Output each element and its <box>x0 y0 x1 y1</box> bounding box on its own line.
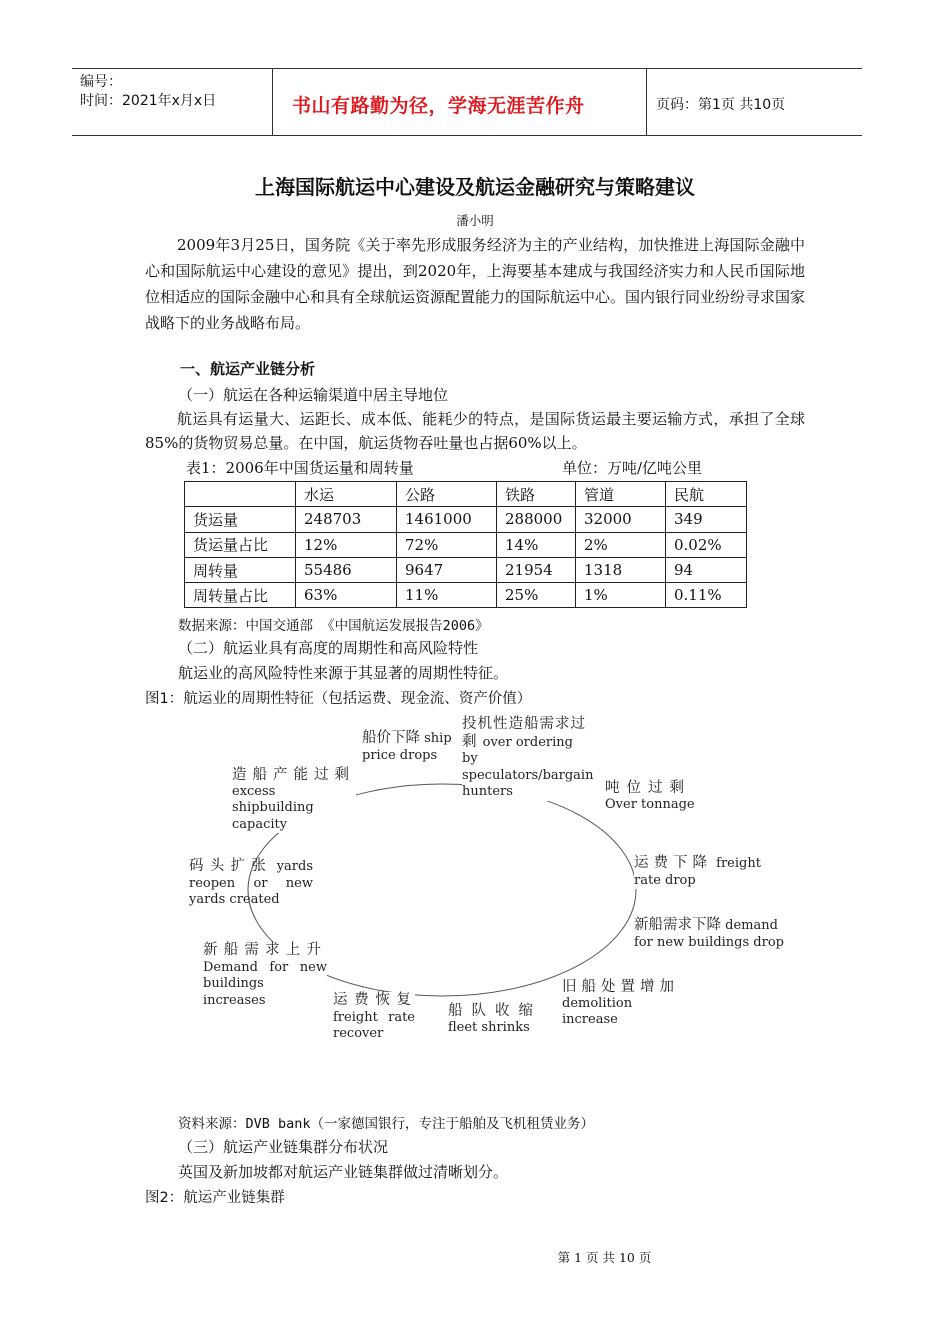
table-cell: 9647 <box>397 557 497 582</box>
table-header-cell: 管道 <box>576 482 666 507</box>
cycle-node-freight-rate-drop <box>634 855 762 889</box>
table-cell: 25% <box>497 583 576 608</box>
cycle-node-en: freight rate recover <box>333 1009 415 1041</box>
sub1-text: 航运具有运量大、运距长、成本低、能耗少的特点，是国际货运最主要运输方式，承担了全球85%的货物贸易总量。在中国，航运货物吞吐量也占据60%以上。 <box>145 410 805 452</box>
table-header-cell: 铁路 <box>497 482 576 507</box>
cycle-node-en: excess shipbuilding capacity <box>232 783 314 832</box>
table-cell: 1318 <box>576 557 666 582</box>
table-cell: 1% <box>576 583 666 608</box>
cycle-node-over-ordering <box>462 716 594 801</box>
table-cell: 349 <box>666 507 747 532</box>
table-unit: 单位：万吨/亿吨公里 <box>562 459 703 477</box>
cycle-node-zh: 运费恢复 <box>333 992 415 1008</box>
cycle-node-demand-increases <box>203 942 327 1009</box>
table-cell: 14% <box>497 532 576 557</box>
cycle-node-zh: 新船需求下降 <box>634 917 721 933</box>
table-cell: 1461000 <box>397 507 497 532</box>
figure1-source: 资料来源：DVB bank（一家德国银行，专注于船舶及飞机租赁业务） <box>178 1116 595 1132</box>
table-header-cell: 水运 <box>296 482 397 507</box>
header-motto: 书山有路勤为径，学海无涯苦作舟 <box>292 95 585 117</box>
header-page-info: 页码：第1页 共10页 <box>656 97 786 113</box>
table-cell: 0.11% <box>666 583 747 608</box>
cycle-node-en: Over tonnage <box>605 796 695 812</box>
cycle-node-zh: 造船产能过剩 <box>232 767 355 783</box>
table-cell: 0.02% <box>666 532 747 557</box>
cycle-node-fleet-shrinks <box>448 1003 544 1036</box>
cycle-node-en: Demand for new buildings increases <box>203 959 327 1008</box>
document-author: 潘小明 <box>456 213 494 228</box>
document-number-label: 编号： <box>80 74 122 90</box>
cycle-node-zh: 新船需求上升 <box>203 942 327 958</box>
footer-page-number: 第 1 页 共 10 页 <box>557 1250 652 1265</box>
cycle-node-zh: 吨位过剩 <box>605 780 691 796</box>
cycle-node-demand-drop <box>634 917 790 951</box>
figure2-caption: 图2：航运产业链集群 <box>145 1190 285 1206</box>
cycle-node-en: freight rate drop <box>634 856 761 888</box>
document-time-label: 时间：2021年x月x日 <box>80 93 217 109</box>
sub3-heading: （三）航运产业链集群分布状况 <box>178 1138 389 1156</box>
table-cell: 94 <box>666 557 747 582</box>
cycle-node-zh: 旧船处置增加 <box>562 979 679 995</box>
table-cell: 12% <box>296 532 397 557</box>
table-cell: 周转量 <box>185 557 296 582</box>
table-cell: 货运量占比 <box>185 532 296 557</box>
sub2-text: 航运业的高风险特性来源于其显著的周期性特征。 <box>178 664 509 682</box>
table-caption: 表1：2006年中国货运量和周转量 <box>186 459 414 477</box>
cycle-node-zh: 码头扩张 <box>189 858 273 874</box>
table-header-cell: 民航 <box>666 482 747 507</box>
cycle-node-excess-capacity <box>232 767 356 833</box>
table-cell: 21954 <box>497 557 576 582</box>
table-cell: 288000 <box>497 507 576 532</box>
sub1-heading: （一）航运在各种运输渠道中居主导地位 <box>178 386 449 404</box>
cycle-node-en: yards reopen or new yards created <box>189 859 314 907</box>
document-title: 上海国际航运中心建设及航运金融研究与策略建议 <box>255 175 695 199</box>
cycle-node-zh: 投机性造船需求过剩 <box>462 716 586 750</box>
figure1-caption: 图1：航运业的周期性特征（包括运费、现金流、资产价值） <box>145 691 532 707</box>
cycle-node-over-tonnage <box>605 780 701 813</box>
cycle-node-en: demand for new buildings drop <box>634 918 784 950</box>
cycle-node-ship-price-drops <box>362 730 458 764</box>
table-cell: 货运量 <box>185 507 296 532</box>
cycle-node-yards-reopen <box>189 858 313 909</box>
table-header-cell: 公路 <box>397 482 497 507</box>
table-source: 数据来源：中国交通部 《中国航运发展报告2006》 <box>178 618 489 634</box>
table-cell: 2% <box>576 532 666 557</box>
table-cell: 63% <box>296 583 397 608</box>
sub2-heading: （二）航运业具有高度的周期性和高风险特性 <box>178 639 479 657</box>
cycle-node-en: fleet shrinks <box>448 1019 530 1035</box>
cycle-node-en: over ordering by speculators/bargain hunters <box>462 734 594 799</box>
table-cell: 周转量占比 <box>185 583 296 608</box>
section1-heading: 一、航运产业链分析 <box>180 360 316 378</box>
cycle-node-zh: 船价下降 <box>362 730 420 746</box>
table-cell: 55486 <box>296 557 397 582</box>
sub3-text: 英国及新加坡都对航运产业链集群做过清晰划分。 <box>178 1163 509 1181</box>
table-cell: 11% <box>397 583 497 608</box>
cycle-node-en: demolition increase <box>562 995 633 1027</box>
cycle-node-demolition-increase <box>562 979 684 1029</box>
cycle-node-freight-recover <box>333 992 415 1043</box>
cycle-node-en: ship price drops <box>362 731 452 763</box>
table-cell: 72% <box>397 532 497 557</box>
cycle-node-zh: 船队收缩 <box>448 1003 542 1019</box>
table-cell: 32000 <box>576 507 666 532</box>
table-cell: 248703 <box>296 507 397 532</box>
cycle-node-zh: 运费下降 <box>634 855 712 871</box>
intro-text: 2009年3月25日，国务院《关于率先形成服务经济为主的产业结构，加快推进上海国际金融中心和国际航运中心建设的意见》提出，到2020年，上海要基本建成与我国经济实力和人民币国际地位相适应的国际金融中心和具有全球航运资源配置能力的国际航运中心。国内银行同业纷纷寻求国家战略下的业务战略布局。 <box>145 236 806 332</box>
